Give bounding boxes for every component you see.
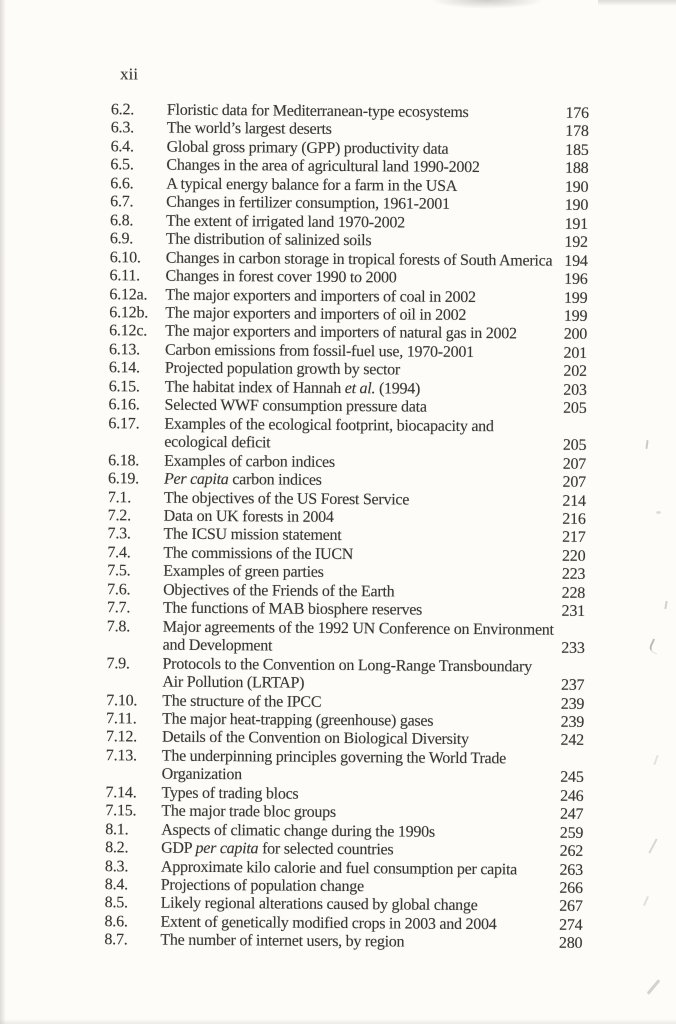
entry-number: 7.5. — [107, 562, 131, 580]
entry-title-segment: Changes in carbon storage in tropical forests of South America — [165, 249, 553, 270]
entry-page-number: 242 — [560, 732, 585, 750]
entry-page-number: 192 — [564, 233, 588, 252]
entry-title-segment: Likely regional alterations caused by global change — [160, 895, 478, 915]
entry-number: 6.11. — [109, 267, 141, 285]
entry-number: 7.15. — [105, 802, 137, 820]
scan-artifact — [656, 511, 661, 514]
entry-page-number: 196 — [564, 270, 588, 289]
scan-edge-left — [0, 0, 6, 1024]
entry-title-segment: The habitat index of Hannah — [164, 378, 345, 397]
entry-title-segment: Extent of genetically modified crops in 2003 and 2004 — [160, 913, 497, 934]
entry-title — [162, 618, 554, 658]
entry-page-number: 201 — [563, 344, 588, 362]
entry-title-segment: Organization — [161, 765, 242, 784]
entry-number: 7.2. — [107, 507, 131, 525]
entry-number: 6.13. — [108, 341, 141, 359]
entry-number: 8.5. — [104, 894, 128, 912]
entry-page-number: 267 — [559, 898, 583, 916]
entry-number: 8.4. — [104, 876, 129, 894]
entry-page-number: 263 — [559, 861, 584, 879]
entry-title-segment: A typical energy balance for a farm in the USA — [166, 175, 458, 195]
entry-title-line — [160, 932, 538, 953]
entry-title-segment: Aspects of climatic change during the 1990s — [161, 821, 435, 841]
toc-list — [104, 101, 589, 954]
entry-number: 7.1. — [107, 488, 132, 506]
entry-title-segment: The number of internet users, by region — [160, 931, 405, 951]
entry-number: 6.12b. — [109, 304, 149, 322]
entry-title-segment: Approximate kilo calorie and fuel consumption per capita — [160, 858, 518, 878]
entry-title-segment: (1994) — [375, 380, 421, 398]
entry-page-number: 245 — [560, 769, 584, 787]
entry-page-number: 223 — [561, 566, 586, 584]
entry-title-segment: The extent of irrigated land 1970-2002 — [165, 212, 405, 232]
entry-number: 7.10. — [106, 691, 138, 709]
entry-number: 8.3. — [104, 857, 129, 875]
entry-title-segment: The functions of MAB biosphere reserves — [162, 599, 423, 619]
entry-title-segment: for selected countries — [258, 840, 394, 859]
entry-title-segment: The commissions of the IUCN — [163, 544, 354, 563]
entry-page-number: 239 — [560, 695, 585, 713]
scan-edge-bottom — [0, 1019, 676, 1024]
entry-number: 6.4. — [110, 138, 134, 156]
entry-title-segment: The distribution of salinized soils — [165, 230, 372, 250]
entry-page-number: 239 — [560, 713, 585, 731]
entry-number: 6.6. — [110, 174, 134, 193]
entry-page-number: 280 — [558, 935, 583, 953]
entry-page-number: 185 — [565, 141, 589, 159]
entry-number: 6.3. — [110, 119, 135, 137]
entry-page-number: 203 — [563, 381, 587, 399]
entry-page-number: 246 — [560, 787, 584, 805]
entry-number: 6.16. — [108, 396, 140, 414]
entry-page-number: 188 — [564, 160, 589, 178]
scan-artifact — [430, 0, 545, 9]
entry-title-segment: The major heat-trapping (greenhouse) gases — [162, 710, 434, 730]
entry-number: 6.12c. — [109, 322, 148, 340]
entry-page-number: 262 — [559, 842, 584, 861]
entry-page-number: 199 — [563, 289, 588, 307]
entry-page-number: 266 — [559, 879, 583, 897]
entry-number: 7.7. — [106, 599, 131, 617]
entry-page-number: 190 — [564, 197, 589, 215]
entry-title-segment: Floristic data for Mediterranean-type ecosystems — [166, 101, 469, 121]
entry-page-number: 205 — [563, 400, 587, 418]
entry-title-segment: Details of the Convention on Biological Diversity — [161, 729, 469, 749]
entry-number: 6.5. — [110, 156, 134, 174]
entry-title-segment: Types of trading blocs — [161, 784, 299, 803]
entry-number: 6.10. — [109, 248, 141, 267]
entry-title-segment: GDP — [161, 839, 196, 858]
entry-title-segment: Objectives of the Friends of the Earth — [163, 581, 395, 601]
entry-page-number: 233 — [561, 639, 585, 658]
entry-title-segment: Examples of the ecological footprint, biocapacity and — [164, 415, 494, 435]
toc-row — [107, 618, 585, 659]
entry-title-segment: The underpinning principles governing the World Trade — [161, 747, 507, 768]
entry-page-number: 216 — [562, 510, 586, 528]
entry-title-segment: Selected WWF consumption pressure data — [164, 396, 427, 416]
entry-title-segment: Carbon emissions from fossil-fuel use, 1970-2001 — [164, 341, 474, 361]
entry-number: 7.9. — [106, 654, 130, 672]
entry-title-segment: Protocols to the Convention on Long-Range Transboundary — [162, 655, 532, 676]
entry-title-segment: Changes in fertilizer consumption, 1961-2001 — [166, 193, 450, 214]
entry-title-segment: Changes in the area of agricultural land 1990-2002 — [166, 156, 480, 177]
entry-page-number: 178 — [565, 123, 589, 141]
entry-number: 6.17. — [108, 414, 140, 433]
entry-title-segment: The major exporters and importers of oil in 2002 — [165, 304, 467, 324]
entry-title-segment: The ICSU mission statement — [163, 526, 342, 545]
entry-title-segment: The structure of the IPCC — [162, 692, 322, 711]
entry-title-segment: Changes in forest cover 1990 to 2000 — [165, 267, 397, 287]
entry-title-segment: carbon indices — [228, 471, 322, 489]
entry-title-segment: Major agreements of the 1992 UN Conference on Environment — [162, 618, 554, 639]
entry-number: 6.14. — [108, 359, 140, 377]
entry-title-italic-segment: per capita — [195, 840, 259, 858]
entry-page-number: 220 — [561, 547, 586, 565]
entry-title-segment: The world’s largest deserts — [166, 120, 332, 139]
entry-number: 7.3. — [107, 525, 131, 543]
entry-number: 7.11. — [106, 710, 137, 728]
toc-row — [104, 932, 582, 954]
entry-title-segment: The major exporters and importers of natural gas in 2002 — [165, 323, 517, 343]
entry-title-segment: Air Pollution (LRTAP) — [162, 673, 305, 692]
folio-page-number: xii — [120, 64, 139, 84]
entry-page-number: 199 — [563, 307, 588, 325]
entry-number: 6.18. — [108, 451, 140, 470]
entry-number: 7.6. — [107, 580, 131, 599]
entry-page-number: 176 — [565, 104, 589, 122]
entry-page-number: 237 — [560, 676, 585, 694]
toc-row — [106, 655, 584, 696]
entry-page-number: 274 — [559, 916, 583, 934]
entry-page-number: 217 — [562, 529, 586, 547]
entry-number: 6.9. — [109, 230, 134, 248]
entry-page-number: 207 — [562, 455, 587, 473]
entry-page-number: 191 — [564, 215, 589, 233]
toc-row — [108, 415, 586, 456]
entry-number: 8.1. — [105, 820, 129, 839]
entry-number: 6.7. — [110, 193, 134, 211]
entry-number: 7.14. — [105, 783, 137, 802]
entry-page-number: 228 — [561, 584, 586, 602]
scan-artifact — [598, 0, 676, 6]
entry-page-number: 231 — [561, 602, 586, 621]
entry-title-segment: and Development — [162, 636, 273, 655]
entry-title-segment: The objectives of the US Forest Service — [163, 489, 410, 509]
entry-page-number: 247 — [559, 805, 584, 824]
entry-title — [162, 747, 540, 787]
entry-title-segment: Data on UK forests in 2004 — [163, 507, 334, 526]
entry-title-segment: Examples of carbon indices — [164, 452, 335, 471]
entry-page-number: 259 — [559, 824, 584, 842]
entry-number: 7.13. — [105, 747, 137, 765]
entry-number: 8.6. — [104, 913, 128, 931]
entry-title-segment: Projected population growth by sector — [164, 359, 401, 379]
toc-row — [106, 747, 584, 788]
entry-number: 7.8. — [106, 617, 131, 636]
entry-title — [164, 415, 542, 455]
entry-page-number: 214 — [562, 492, 586, 510]
entry-page-number: 205 — [562, 436, 587, 455]
entry-title-segment: Global gross primary (GPP) productivity data — [166, 138, 449, 158]
entry-title-segment: The major exporters and importers of coal in 2002 — [165, 286, 476, 306]
entry-page-number: 190 — [564, 178, 589, 196]
entry-number: 6.8. — [109, 211, 134, 230]
entry-page-number: 200 — [563, 326, 588, 344]
entry-title-segment: Examples of green parties — [163, 562, 324, 582]
entry-number: 6.2. — [110, 101, 135, 119]
entry-page-number: 194 — [564, 252, 588, 270]
entry-title-segment: Projections of population change — [160, 876, 364, 896]
entry-title-segment: The major trade bloc groups — [161, 802, 336, 822]
entry-number: 8.7. — [104, 931, 128, 949]
entry-number: 7.12. — [105, 728, 138, 746]
entry-title-italic-segment: Per capita — [163, 470, 229, 489]
entry-page-number: 202 — [563, 363, 587, 381]
entry-number: 6.15. — [108, 377, 140, 396]
entry-number: 8.2. — [105, 839, 129, 857]
entry-number: 6.12a. — [109, 285, 148, 304]
entry-page-number: 207 — [562, 473, 587, 491]
entry-title-segment: ecological deficit — [164, 433, 271, 452]
entry-title-italic-segment: et al. — [344, 379, 376, 398]
entry-title — [162, 655, 540, 695]
entry-number: 6.19. — [107, 470, 140, 488]
entry-number: 7.4. — [107, 544, 131, 562]
entry-title — [160, 932, 538, 953]
